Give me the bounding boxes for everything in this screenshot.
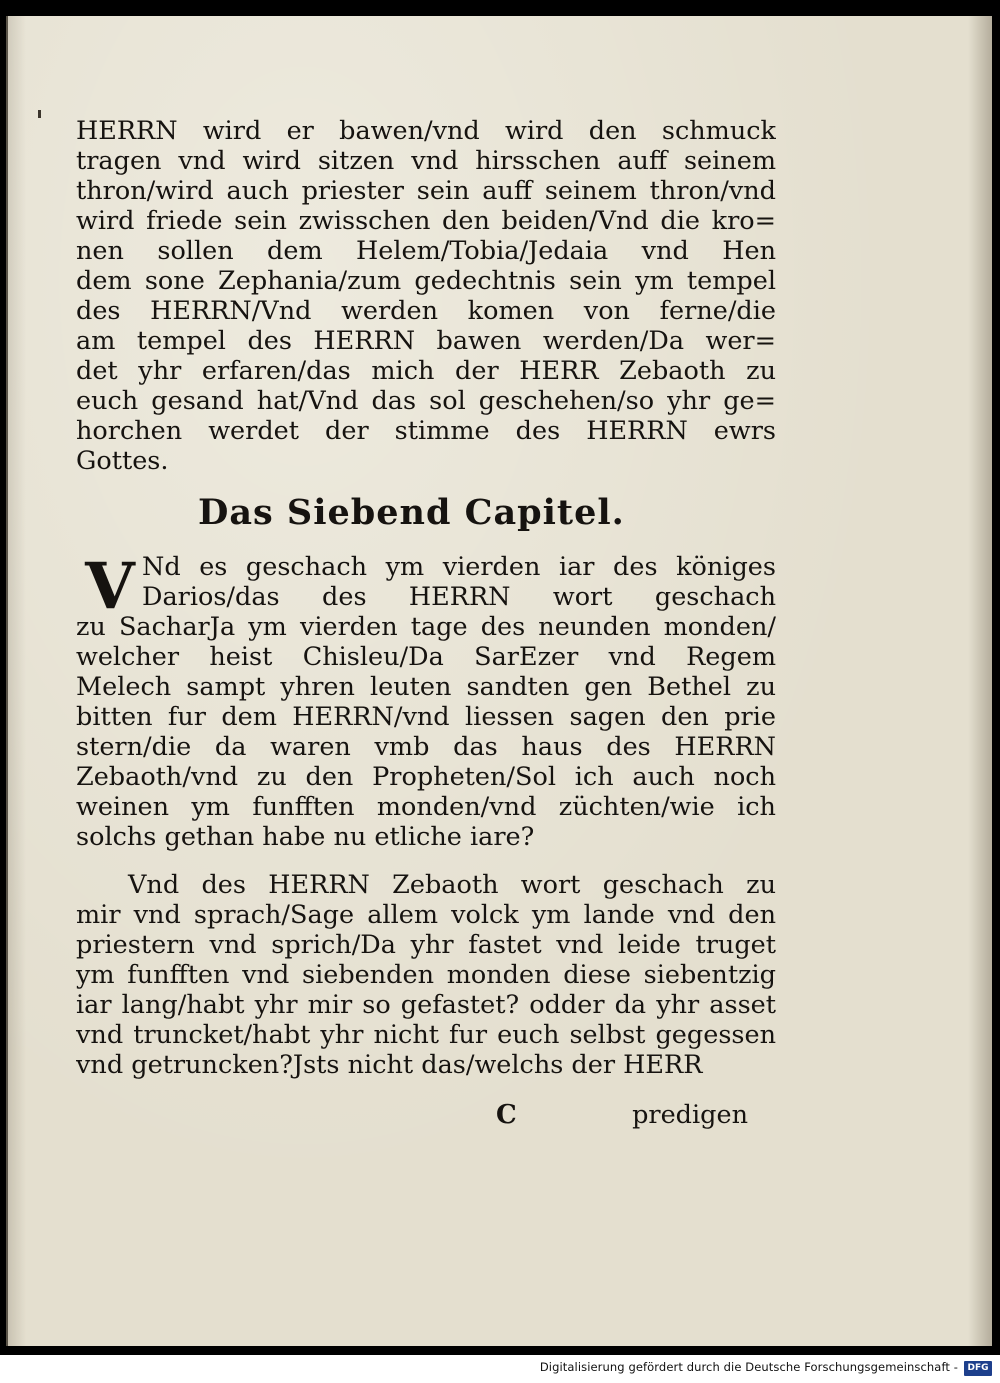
text-line: welcher heist Chisleu/Da SarEzer vnd Regem: [76, 642, 776, 672]
drop-capital: V: [85, 549, 135, 624]
text-line: Zebaoth/vnd zu den Propheten/Sol ich auch noch: [76, 762, 776, 792]
text-line: mir vnd sprach/Sage allem volck ym lande vnd den: [76, 900, 776, 930]
text-line: thron/wird auch priester sein auff seinem thron/vnd: [76, 176, 776, 206]
text-line: horchen werdet der stimme des HERRN ewrs: [76, 416, 776, 446]
funding-credit: Digitalisierung gefördert durch die Deutsche Forschungsgemeinschaft -: [539, 1360, 958, 1374]
signature-mark: C: [496, 1100, 517, 1130]
chapter-heading: Das Siebend Capitel.: [198, 492, 625, 533]
text-line: tragen vnd wird sitzen vnd hirsschen auff seinem: [76, 146, 776, 176]
text-line: HERRN wird er bawen/vnd wird den schmuck: [76, 116, 776, 146]
text-line: stern/die da waren vmb das haus des HERRN: [76, 732, 776, 762]
text-line: bitten fur dem HERRN/vnd liessen sagen den prie: [76, 702, 776, 732]
text-line: weinen ym funfften monden/vnd züchten/wie ich: [76, 792, 776, 822]
text-line: iar lang/habt yhr mir so gefastet? odder da yhr asset: [76, 990, 776, 1020]
catchword: predigen: [632, 1100, 748, 1130]
text-line: priestern vnd sprich/Da yhr fastet vnd leide truget: [76, 930, 776, 960]
page-foot-row: [76, 1100, 748, 1130]
text-line: wird friede sein zwisschen den beiden/Vnd die kro=: [76, 206, 776, 236]
text-line: vnd getruncken?Jsts nicht das/welchs der HERR: [76, 1050, 703, 1080]
text-line: dem sone Zephania/zum gedechtnis sein ym tempel: [76, 266, 776, 296]
text-line: Darios/das des HERRN wort geschach: [142, 582, 776, 612]
text-line: Vnd des HERRN Zebaoth wort geschach zu: [128, 870, 776, 900]
paragraph-top: [76, 116, 776, 476]
text-line: Gottes.: [76, 446, 169, 476]
text-line: vnd truncket/habt yhr nicht fur euch selbst gegessen: [76, 1020, 776, 1050]
dfg-logo: DFG: [964, 1361, 992, 1376]
text-line: det yhr erfaren/das mich der HERR Zebaoth zu: [76, 356, 776, 386]
text-line: nen sollen dem Helem/Tobia/Jedaia vnd Hen: [76, 236, 776, 266]
paragraph-chapter-opening: [76, 549, 776, 852]
text-line: Melech sampt yhren leuten sandten gen Bethel zu: [76, 672, 776, 702]
text-line: euch gesand hat/Vnd das sol geschehen/so yhr ge=: [76, 386, 776, 416]
text-line: am tempel des HERRN bawen werden/Da wer=: [76, 326, 776, 356]
footer-bar: [0, 1355, 1000, 1383]
text-line: ym funfften vnd siebenden monden diese siebentzig: [76, 960, 776, 990]
text-line: Nd es geschach ym vierden iar des königes: [142, 552, 776, 582]
text-line: solchs gethan habe nu etliche iare?: [76, 822, 535, 852]
margin-mark: [38, 110, 41, 118]
book-page: [6, 16, 992, 1346]
text-line: des HERRN/Vnd werden komen von ferne/die: [76, 296, 776, 326]
paragraph-second: [76, 870, 776, 1080]
text-line: zu SacharJa ym vierden tage des neunden monden/: [76, 612, 776, 642]
